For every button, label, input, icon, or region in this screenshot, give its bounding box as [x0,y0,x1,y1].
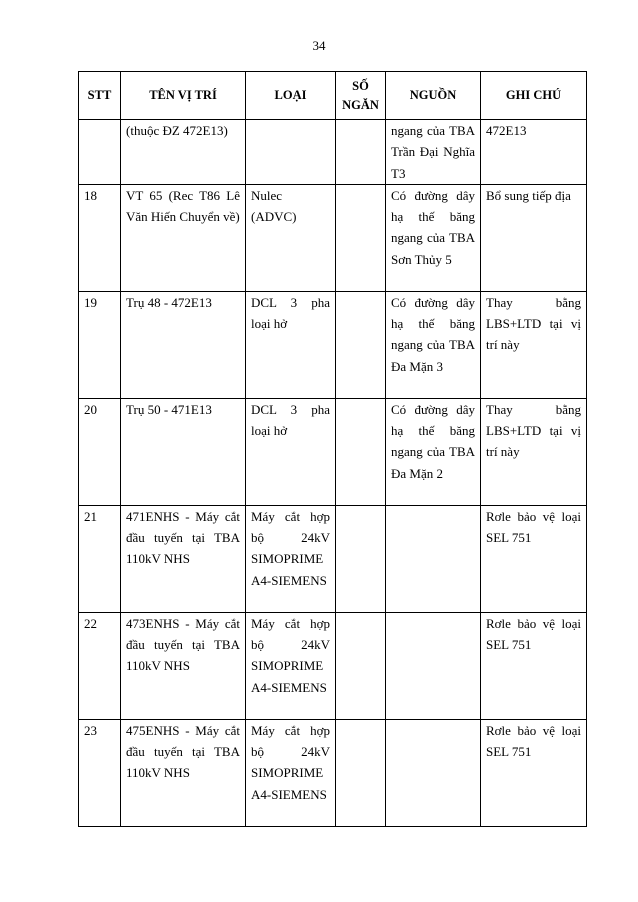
table-row [79,719,587,826]
cell-loai: Máy cắt hợp bộ 24kV SIMOPRIME A4-SIEMENS [246,719,336,826]
equipment-table [78,71,587,827]
cell-stt: 20 [79,398,121,505]
cell-ghi-chu: Bổ sung tiếp địa [481,184,587,291]
cell-ten-vi-tri: (thuộc ĐZ 472E13) [121,120,246,185]
cell-so-ngan [336,612,386,719]
table-header-row [79,72,587,120]
page-number: 34 [312,38,326,53]
header-ten-vi-tri: TÊN VỊ TRÍ [121,72,246,120]
cell-stt: 19 [79,291,121,398]
header-stt: STT [79,72,121,120]
cell-nguon: Có đường dây hạ thế băng ngang của TBA Sơn Thủy 5 [386,184,481,291]
cell-so-ngan [336,719,386,826]
table-row [79,184,587,291]
cell-so-ngan [336,291,386,398]
cell-nguon: ngang của TBA Trần Đại Nghĩa T3 [386,120,481,185]
cell-ten-vi-tri: VT 65 (Rec T86 Lê Văn Hiến Chuyển về) [121,184,246,291]
cell-stt [79,120,121,185]
cell-ten-vi-tri: Trụ 50 - 471E13 [121,398,246,505]
cell-loai: Máy cắt hợp bộ 24kV SIMOPRIME A4-SIEMENS [246,612,336,719]
cell-ghi-chu: Thay bằng LBS+LTD tại vị trí này [481,398,587,505]
cell-stt: 23 [79,719,121,826]
cell-ten-vi-tri: 475ENHS - Máy cắt đầu tuyến tại TBA 110kV NHS [121,719,246,826]
cell-ghi-chu: Thay bằng LBS+LTD tại vị trí này [481,291,587,398]
cell-stt: 22 [79,612,121,719]
cell-ten-vi-tri: Trụ 48 - 472E13 [121,291,246,398]
cell-nguon: Có đường dây hạ thế băng ngang của TBA Đa Mặn 2 [386,398,481,505]
header-nguon: NGUỒN [386,72,481,120]
cell-ghi-chu: Rơle bảo vệ loại SEL 751 [481,719,587,826]
header-so-ngan: SỐ NGĂN [336,72,386,120]
cell-stt: 21 [79,505,121,612]
table-row [79,612,587,719]
header-ghi-chu: GHI CHÚ [481,72,587,120]
cell-ghi-chu: Rơle bảo vệ loại SEL 751 [481,505,587,612]
table-row [79,120,587,185]
cell-loai [246,120,336,185]
cell-loai: Nulec (ADVC) [246,184,336,291]
table-row [79,398,587,505]
cell-so-ngan [336,398,386,505]
cell-ten-vi-tri: 471ENHS - Máy cắt đầu tuyến tại TBA 110kV NHS [121,505,246,612]
cell-nguon [386,505,481,612]
table-row [79,505,587,612]
cell-nguon [386,612,481,719]
cell-loai: Máy cắt hợp bộ 24kV SIMOPRIME A4-SIEMENS [246,505,336,612]
cell-nguon: Có đường dây hạ thế băng ngang của TBA Đa Mặn 3 [386,291,481,398]
cell-nguon [386,719,481,826]
cell-so-ngan [336,505,386,612]
cell-loai: DCL 3 pha loại hở [246,291,336,398]
cell-ten-vi-tri: 473ENHS - Máy cắt đầu tuyến tại TBA 110kV NHS [121,612,246,719]
table-row [79,291,587,398]
cell-loai: DCL 3 pha loại hở [246,398,336,505]
header-loai: LOẠI [246,72,336,120]
cell-stt: 18 [79,184,121,291]
cell-ghi-chu: 472E13 [481,120,587,185]
cell-ghi-chu: Rơle bảo vệ loại SEL 751 [481,612,587,719]
cell-so-ngan [336,184,386,291]
cell-so-ngan [336,120,386,185]
